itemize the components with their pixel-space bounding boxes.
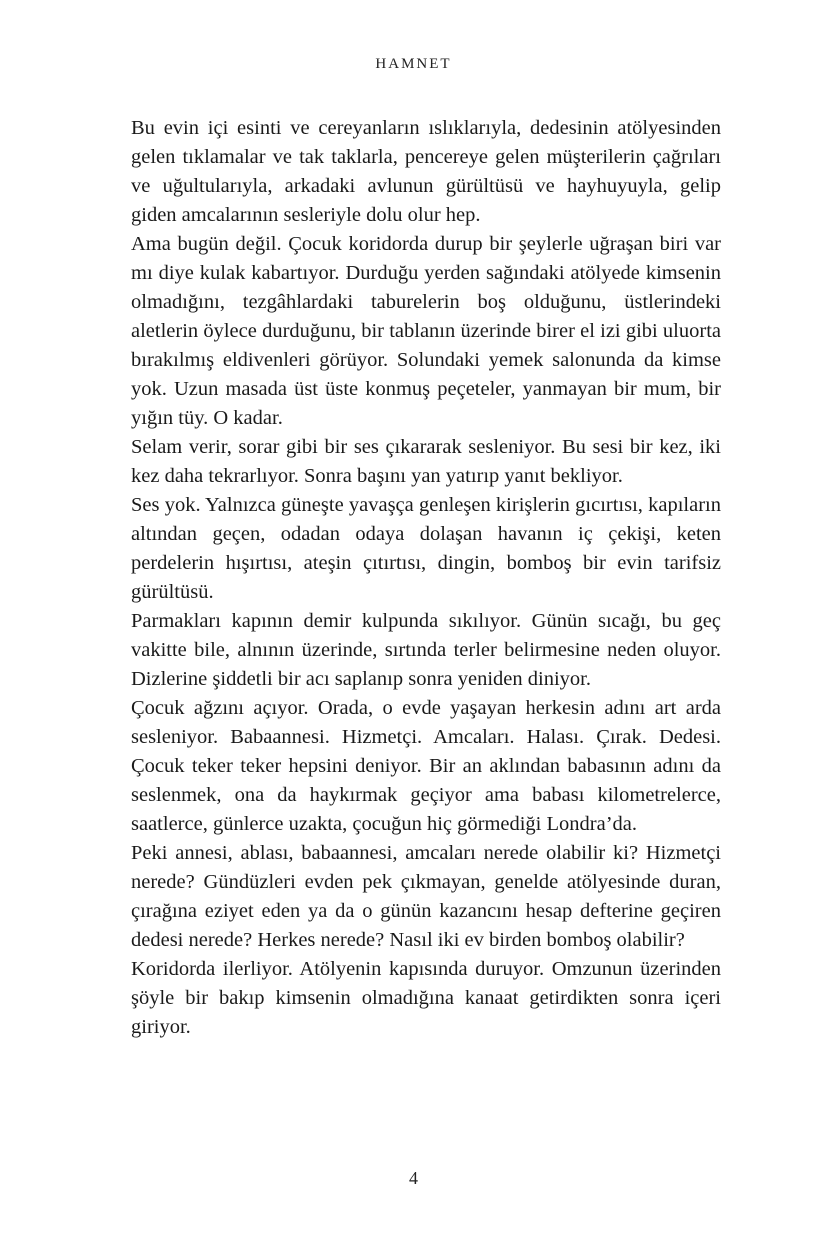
paragraph-1: Bu evin içi esinti ve cereyanların ıslıklarıyla, dedesinin atölyesinden gelen tıklamalar ve tak taklarla, pencereye gelen müşterilerin çağrıları ve uğultularıyla, arkadaki avlunun gürültüsü ve hayhuyuyla, gelip giden amcalarının sesleriyle dolu olur hep.: [131, 117, 721, 226]
paragraph-2: Ama bugün değil. Çocuk koridorda durup bir şeylerle uğraşan biri var mı diye kulak kabartıyor. Durduğu yerden sağındaki atölyede kimsenin olmadığını, tezgâhlardaki taburelerin boş olduğunu, üstlerindeki aletlerin öylece durduğunu, bir tablanın üzerinde birer el izi gibi uluorta bırakılmış eldivenleri görüyor. Solundaki yemek salonunda da kimse yok. Uzun masada üst üste konmuş peçeteler, yanmayan bir mum, bir yığın tüy. O kadar.: [131, 233, 721, 429]
paragraph-8: Koridorda ilerliyor. Atölyenin kapısında duruyor. Omzunun üzerinden şöyle bir bakıp kimsenin olmadığına kanaat getirdikten sonra içeri giriyor.: [131, 958, 721, 1038]
paragraph-7: Peki annesi, ablası, babaannesi, amcaları nerede olabilir ki? Hizmetçi nerede? Gündüzleri evden pek çıkmayan, genelde atölyesinde duran, çırağına eziyet eden ya da o günün kazancını hesap defterine geçiren dedesi nerede? Herkes nerede? Nasıl iki ev birden bomboş olabilir?: [131, 842, 721, 951]
paragraph-4: Ses yok. Yalnızca güneşte yavaşça genleşen kirişlerin gıcırtısı, kapıların altından geçen, odadan odaya dolaşan havanın iç çekişi, keten perdelerin hışırtısı, ateşin çıtırtısı, dingin, bomboş bir evin tarifsiz gürültüsü.: [131, 494, 721, 603]
paragraph-6: Çocuk ağzını açıyor. Orada, o evde yaşayan herkesin adını art arda sesleniyor. Babaannesi. Hizmetçi. Amcaları. Halası. Çırak. Dedesi. Çocuk teker teker hepsini deniyor. Bir an aklından babasının adını da seslenmek, ona da haykırmak geçiyor ama babası kilometrelerce, saatlerce, günlerce uzakta, çocuğun hiç görmediği Londra’da.: [131, 697, 721, 835]
paragraph-3: Selam verir, sorar gibi bir ses çıkararak sesleniyor. Bu sesi bir kez, iki kez daha tekrarlıyor. Sonra başını yan yatırıp yanıt bekliyor.: [131, 436, 721, 487]
body-text: [131, 114, 721, 1042]
page-number: 4: [409, 1168, 418, 1188]
paragraph-5: Parmakları kapının demir kulpunda sıkılıyor. Günün sıcağı, bu geç vakitte bile, alnının üzerinde, sırtında terler belirmesine neden oluyor. Dizlerine şiddetli bir acı saplanıp sonra yeniden diniyor.: [131, 610, 721, 690]
running-header-title: HAMNET: [375, 56, 452, 72]
